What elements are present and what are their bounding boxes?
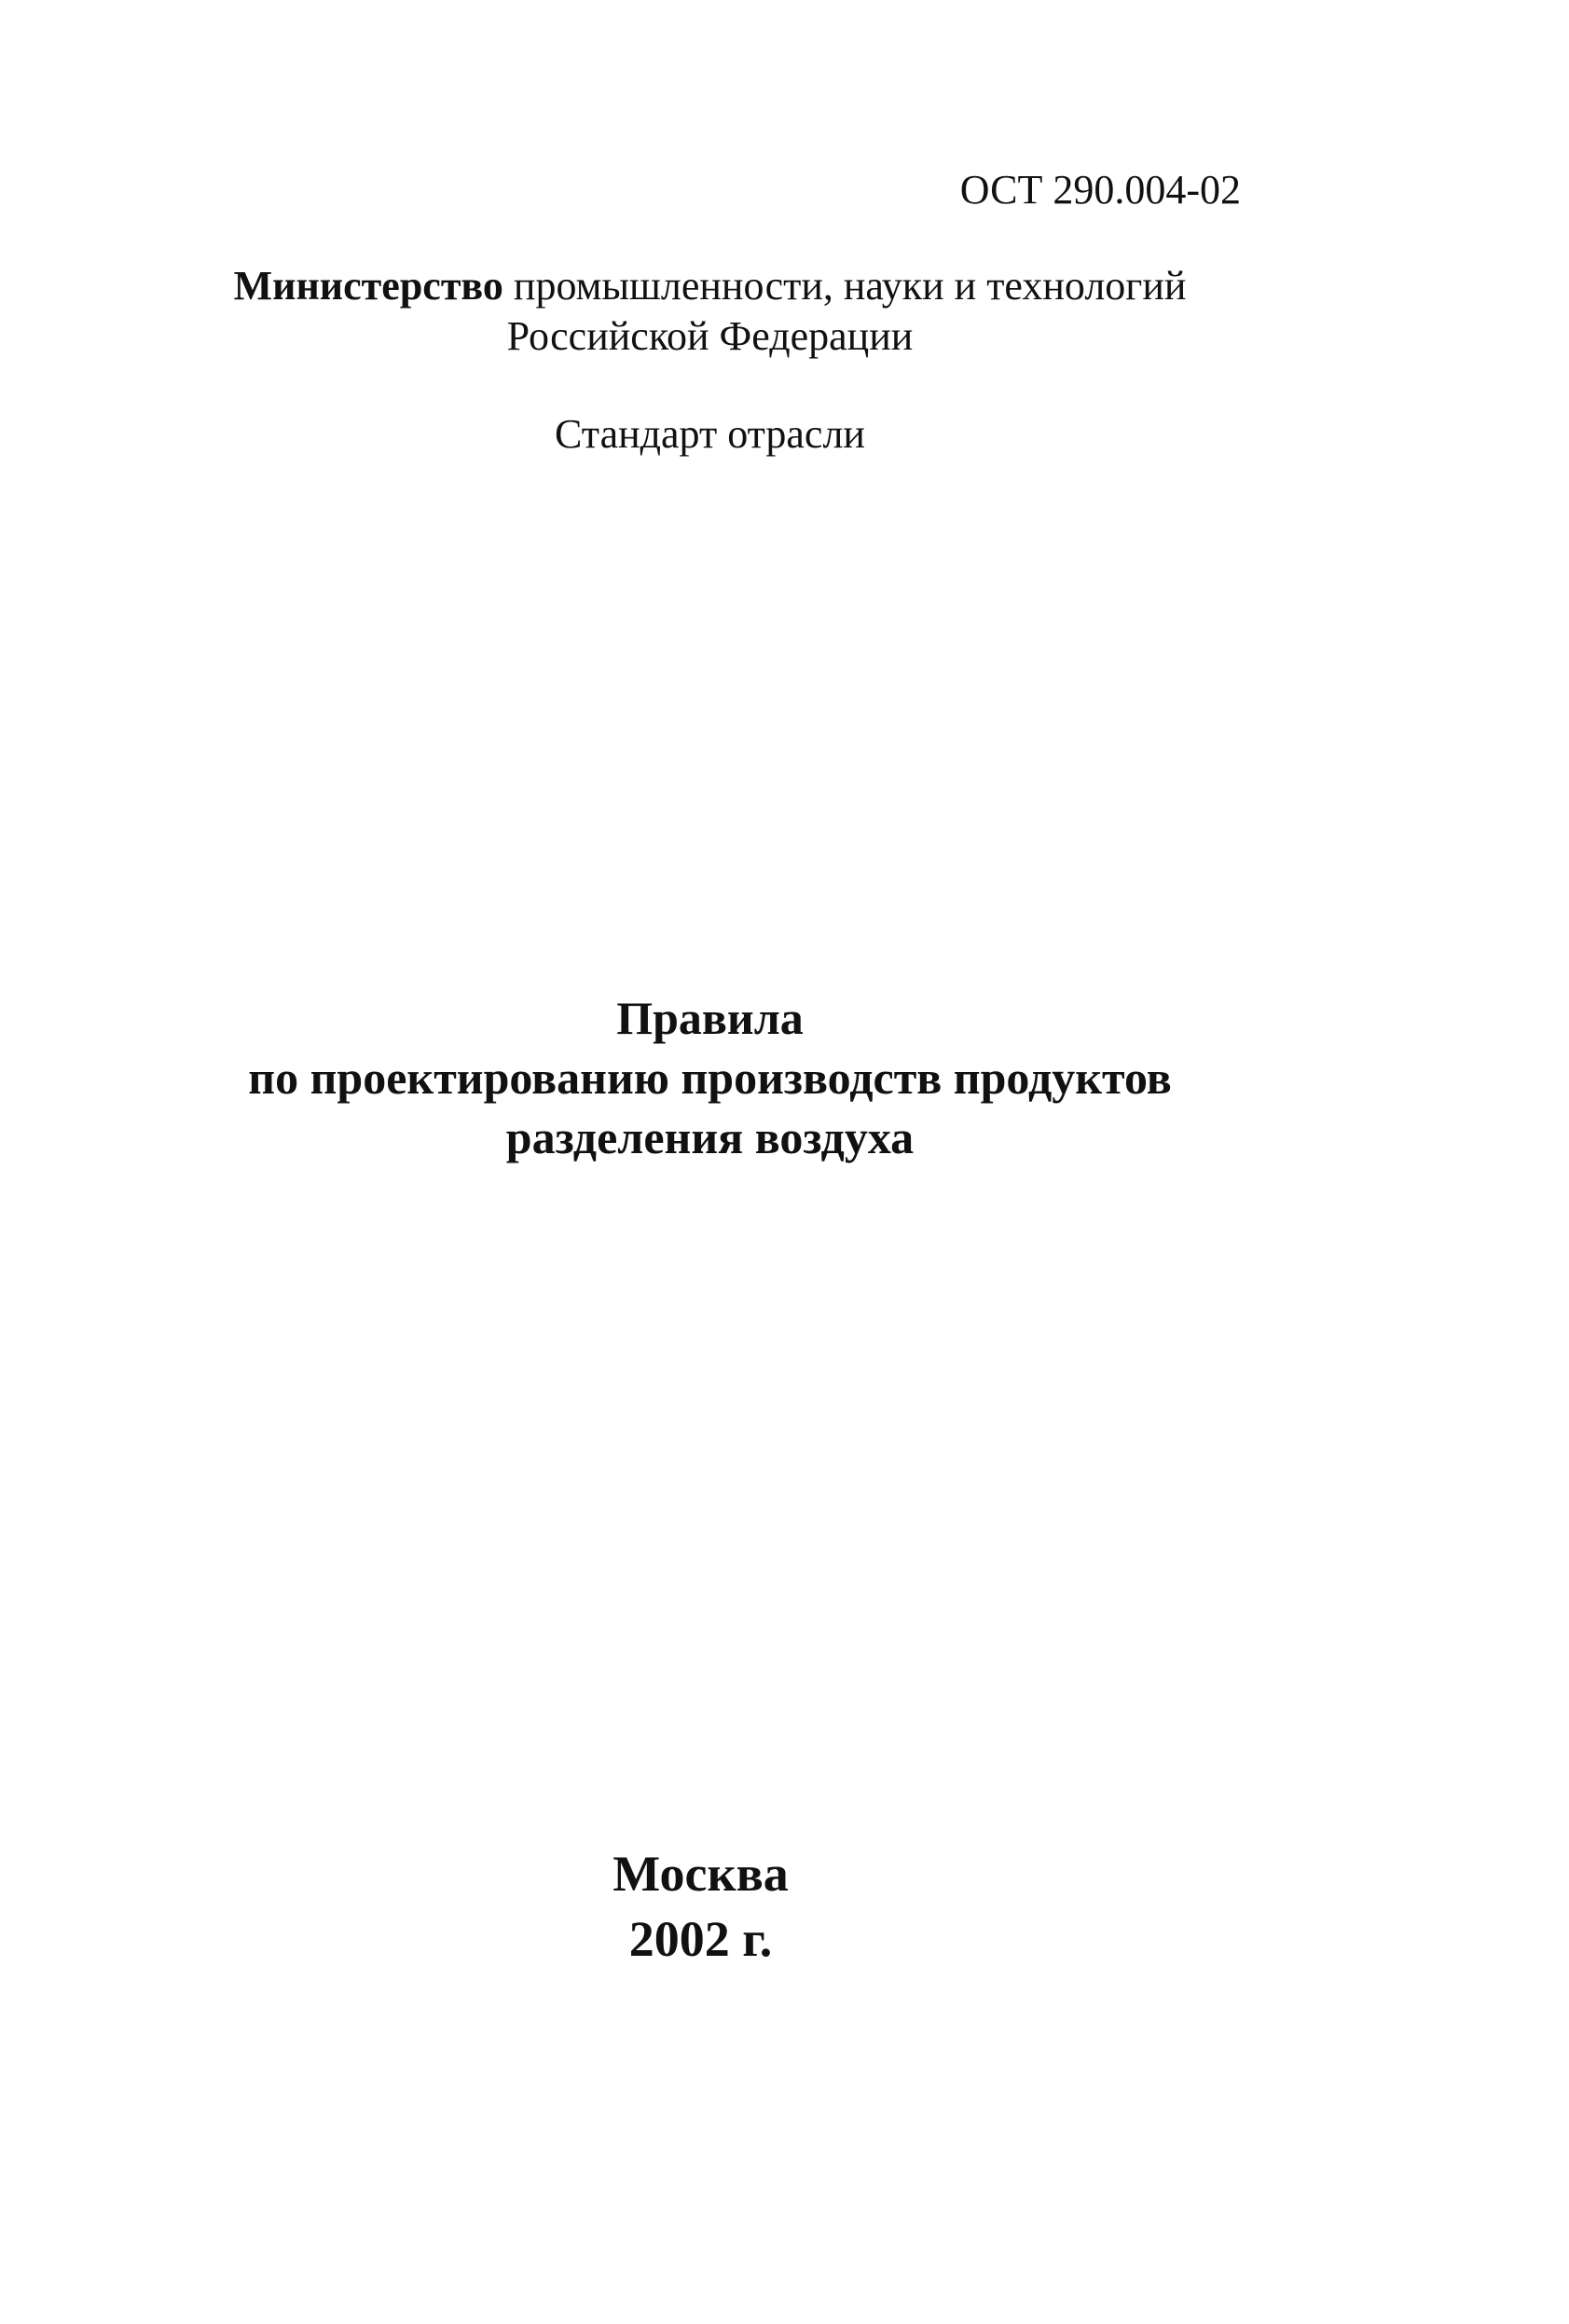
imprint <box>0 1841 1569 1972</box>
imprint-year: 2002 г. <box>628 1911 773 1967</box>
imprint-city: Москва <box>612 1846 789 1902</box>
ministry-first-word: Министерство <box>233 263 503 309</box>
title-line-2: по проектированию производств продуктов <box>248 1052 1172 1104</box>
document-code: ОСТ 290.004-02 <box>959 167 1241 213</box>
ministry-line-1 <box>0 261 1569 311</box>
ministry-header <box>0 261 1569 362</box>
ministry-line-1-rest: промышленности, науки и технологий <box>502 263 1187 309</box>
ministry-line-2: Российской Федерации <box>506 313 914 359</box>
title-line-1: Правила <box>616 992 804 1044</box>
document-title <box>0 988 1569 1167</box>
standard-label: Стандарт отрасли <box>555 411 865 457</box>
title-line-3: разделения воздуха <box>505 1111 915 1163</box>
